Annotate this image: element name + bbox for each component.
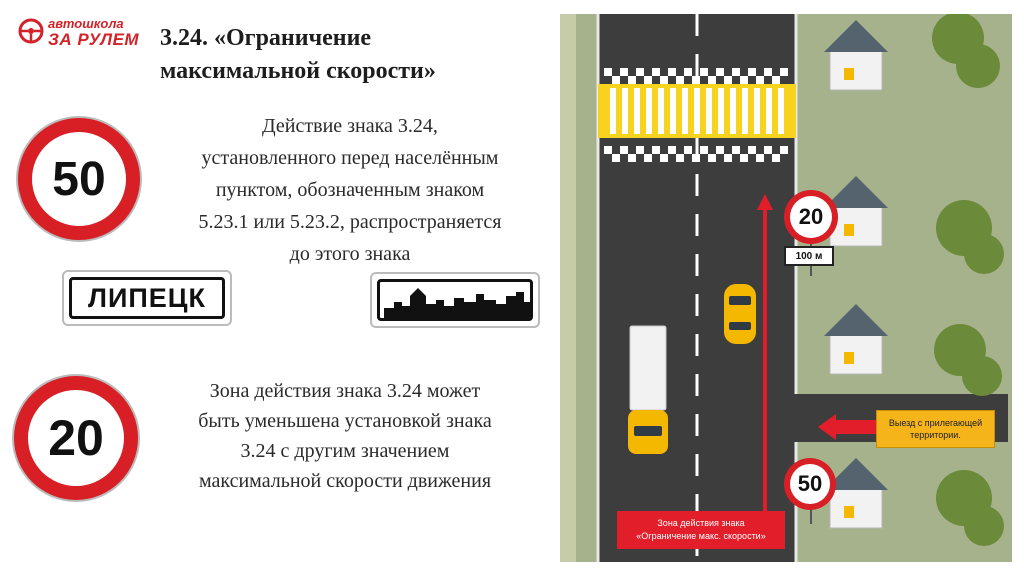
title-line-1: 3.24. «Ограничение bbox=[160, 25, 372, 51]
zone-label-line: Зона действия знака bbox=[657, 518, 745, 528]
paragraph-1-line: пунктом, обозначенным знаком bbox=[215, 179, 485, 201]
city-silhouette-icon bbox=[380, 282, 533, 321]
settlement-silhouette-sign bbox=[370, 272, 540, 328]
scene-speed-limit-20-sign bbox=[784, 190, 838, 244]
speed-limit-50-value: 50 bbox=[32, 132, 126, 226]
speed-limit-20-sign bbox=[14, 376, 138, 500]
distance-plate: 100 м bbox=[784, 246, 834, 266]
logo bbox=[18, 14, 148, 54]
scene-sign-top-value: 20 bbox=[790, 196, 832, 238]
steering-wheel-icon bbox=[18, 18, 44, 44]
truck bbox=[628, 326, 668, 454]
paragraph-2-line: максимальной скорости движения bbox=[198, 470, 492, 492]
pedestrian-crossing bbox=[598, 84, 796, 138]
paragraph-2-line: быть уменьшена установкой знака bbox=[198, 410, 492, 432]
paragraph-2-line: 3.24 с другим значением bbox=[240, 440, 450, 462]
city-name-text: ЛИПЕЦК bbox=[69, 277, 225, 319]
speed-limit-20-value: 20 bbox=[28, 390, 124, 486]
paragraph-1-line: 5.23.1 или 5.23.2, распространяется bbox=[198, 211, 502, 233]
title-line-2: максимальной скорости» bbox=[160, 58, 436, 84]
paragraph-1-line: установленного перед населённым bbox=[201, 147, 499, 169]
paragraph-1 bbox=[150, 110, 550, 270]
paragraph-1-line: Действие знака 3.24, bbox=[262, 115, 438, 137]
speed-limit-50-sign bbox=[18, 118, 140, 240]
zone-label-line: «Ограничение макс. скорости» bbox=[636, 531, 766, 541]
road-scene-illustration bbox=[560, 14, 1012, 562]
logo-line-2: ЗА РУЛЕМ bbox=[48, 30, 140, 49]
taxi-car bbox=[724, 284, 756, 344]
logo-line-1: автошкола bbox=[48, 16, 124, 31]
exit-label-line: территории. bbox=[910, 430, 961, 440]
scene-speed-limit-50-sign bbox=[784, 458, 836, 510]
city-name-sign bbox=[62, 270, 232, 326]
exit-label bbox=[876, 410, 995, 448]
paragraph-2-line: Зона действия знака 3.24 может bbox=[209, 380, 481, 402]
paragraph-1-line: до этого знака bbox=[289, 243, 411, 265]
scene-sign-bottom-value: 50 bbox=[790, 464, 830, 504]
paragraph-2 bbox=[145, 376, 545, 496]
exit-label-line: Выезд с прилегающей bbox=[888, 418, 983, 428]
zone-label bbox=[617, 511, 785, 549]
page-title bbox=[160, 22, 550, 88]
